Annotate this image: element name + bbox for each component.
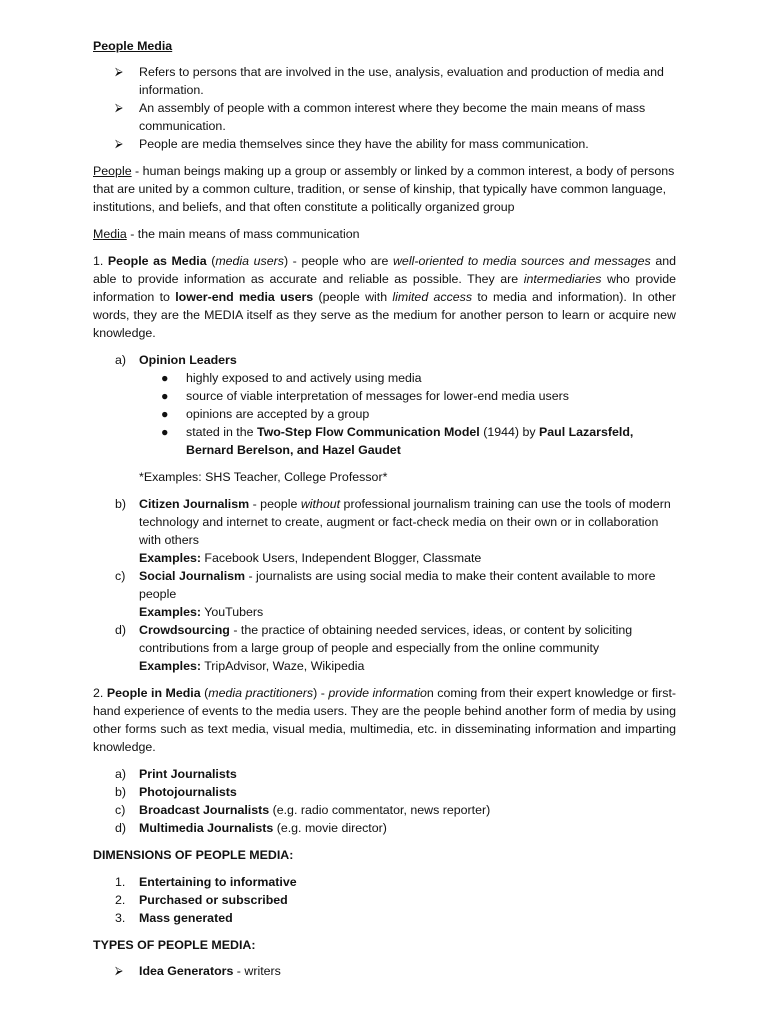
list-item: 1. Entertaining to informative <box>115 875 297 889</box>
people-definition: People - human beings making up a group or assembly or linked by a common interest, a body of persons that are united by a common culture, tradition, or sense of kinship, that typically have common language, institutions, and beliefs, and that often constitute a politically organized group <box>93 164 675 214</box>
social-journalism-item: c) Social Journalism - journalists are using social media to make their content available to more people Examples: YouTubers <box>115 569 656 619</box>
list-item: 2. Purchased or subscribed <box>115 893 288 907</box>
list-item: ● opinions are accepted by a group <box>161 407 370 421</box>
citizen-journalism-item: b) Citizen Journalism - people without professional journalism training can use the tools of modern technology and internet to create, augment or fact-check media on their own or in collaboration with others Examples: Facebook Users, Independent Blogger, Classmate <box>115 497 671 565</box>
bullet-icon: ● <box>161 425 169 439</box>
list-item: c) Broadcast Journalists (e.g. radio commentator, news reporter) <box>115 803 491 817</box>
list-item: a) Print Journalists <box>115 767 237 781</box>
media-definition: Media - the main means of mass communication <box>93 227 360 241</box>
list-item: ● stated in the Two-Step Flow Communication Model (1944) by Paul Lazarsfeld, Bernard Berelson, and Hazel Gaudet <box>161 425 634 457</box>
people-in-media-paragraph: 2. People in Media (media practitioners) - provide information coming from their expert knowledge or first-hand experience of events to the media users. They are the people behind another form of media by using other forms such as text media, visual media, multimedia, etc. in disseminating information and imparting knowledge. <box>93 686 677 754</box>
practitioners-list <box>93 765 676 837</box>
arrow-bullet-icon: ⮚ <box>115 138 123 150</box>
types-heading: TYPES OF PEOPLE MEDIA: <box>93 938 256 952</box>
dimensions-heading: DIMENSIONS OF PEOPLE MEDIA: <box>93 848 294 862</box>
list-item: b) Photojournalists <box>115 785 237 799</box>
arrow-bullet-icon: ⮚ <box>115 66 123 78</box>
list-item: ● source of viable interpretation of messages for lower-end media users <box>161 389 569 403</box>
list-item: ● highly exposed to and actively using media <box>161 371 422 385</box>
people-as-media-paragraph: 1. People as Media (media users) - people who are well-oriented to media sources and messages and able to provide information as accurate and reliable as possible. They are intermediaries who provide information to lower-end media users (people with limited access to media and information). In other words, they are the MEDIA itself as they serve as the medium for another person to learn or acquire new knowledge. <box>93 254 677 340</box>
dimensions-list <box>93 873 676 927</box>
page-title: People Media <box>93 39 173 53</box>
opinion-leaders-item: a) Opinion Leaders ● highly exposed to and actively using media ● source of viable interpretation of messages for lower-end media users ● opinions are accepted by a group ● stated in the Two-Step Flow Communication Model (1944) by Paul Lazarsfeld, Bernard Berelson, and Hazel Gaudet *Examples: SHS Teacher, College Professor* <box>93 351 676 495</box>
list-item: ⮚ Refers to persons that are involved in the use, analysis, evaluation and production of media and information. <box>115 65 664 97</box>
list-item: ⮚ An assembly of people with a common interest where they become the main means of mass communication. <box>115 101 646 133</box>
intro-list <box>93 63 676 153</box>
list-item: 3. Mass generated <box>115 911 233 925</box>
people-as-media-list <box>93 351 676 675</box>
opinion-leaders-bullets <box>139 369 676 459</box>
bullet-icon: ● <box>161 407 169 421</box>
bullet-icon: ● <box>161 389 169 403</box>
arrow-bullet-icon: ⮚ <box>115 965 123 977</box>
bullet-icon: ● <box>161 371 169 385</box>
list-item: ⮚ People are media themselves since they have the ability for mass communication. <box>115 137 589 151</box>
types-list <box>93 962 676 980</box>
list-item: ⮚ Idea Generators - writers <box>115 964 281 978</box>
arrow-bullet-icon: ⮚ <box>115 102 123 114</box>
opinion-leaders-examples: *Examples: SHS Teacher, College Professor* <box>139 470 388 484</box>
crowdsourcing-item: d) Crowdsourcing - the practice of obtaining needed services, ideas, or content by soliciting contributions from a large group of people and especially from the online community Examples: TripAdvisor, Waze, Wikipedia <box>115 623 633 673</box>
list-item: d) Multimedia Journalists (e.g. movie director) <box>115 821 387 835</box>
